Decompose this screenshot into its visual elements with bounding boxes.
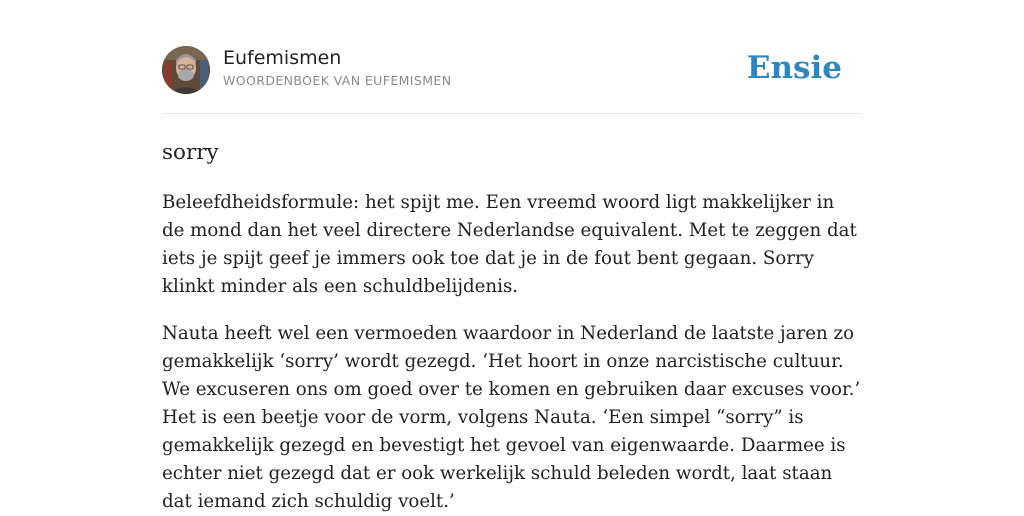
entry-term: sorry <box>162 140 219 165</box>
header <box>162 0 862 114</box>
author-info <box>223 46 451 89</box>
author-avatar[interactable] <box>162 46 210 94</box>
entry-paragraph: Beleefdheidsformule: het spijt me. Een vreemd woord ligt makkelijker in de mond dan het veel directere Nederlandse equivalent. Met te zeggen dat iets je spijt geef je immers ook toe dat je in de fout bent gegaan. Sorry klinkt minder als een schuldbelijdenis. <box>162 192 857 297</box>
author-portrait-icon <box>162 46 210 94</box>
entry-paragraph: Nauta heeft wel een vermoeden waardoor in Nederland de laatste jaren zo gemakkelijk ‘sorry’ wordt gezegd. ‘Het hoort in onze narcistische cultuur. We excuseren ons om goed over te komen en gebruiken daar excuses voor.’ Het is een beetje voor de vorm, volgens Nauta. ‘Een simpel “sorry” is gemakkelijk gezegd en bevestigt het gevoel van eigenwaarde. Daarmee is echter niet gezegd dat er ook werkelijk schuld beleden wordt, laat staan dat iemand zich schuldig voelt.’ <box>162 323 861 512</box>
brand-logo[interactable]: Ensie <box>746 50 842 86</box>
author-name[interactable]: Eufemismen <box>223 47 342 69</box>
entry-page <box>162 0 862 516</box>
author-subtitle: WOORDENBOEK VAN EUFEMISMEN <box>223 73 452 88</box>
